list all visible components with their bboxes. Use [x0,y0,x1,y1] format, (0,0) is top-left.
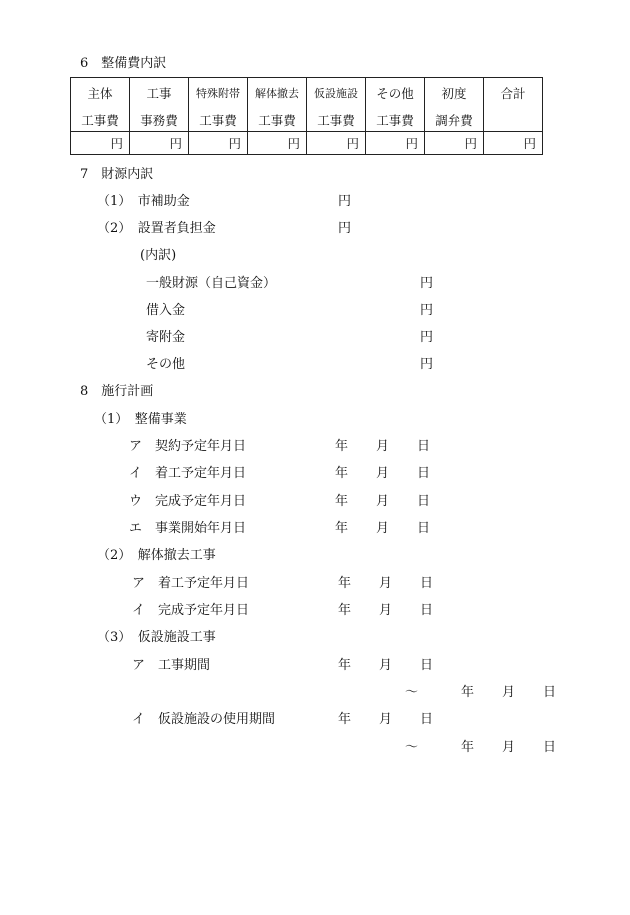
col-main-construction: 主体 工事費 [71,78,130,132]
year-label: 年 [338,603,352,618]
day-label: 日 [417,494,431,509]
funding-sub-item-unit: 円 [420,330,434,345]
value-cell: 円 [366,132,425,155]
col-temporary-facility: 仮設施設 工事費 [307,78,366,132]
month-label: 月 [502,685,516,700]
value-cell: 円 [484,132,543,155]
month-label: 月 [376,521,390,536]
plan-3-item-usage-period: イ 仮設施設の使用期間 [132,712,276,727]
section-7-heading: 7 財源内訳 [80,167,154,182]
month-label: 月 [376,466,390,481]
plan-1-item-completion: ウ 完成予定年月日 [129,494,247,509]
year-label: 年 [461,740,475,755]
month-label: 月 [379,712,393,727]
breakdown-label: (内訳) [140,248,177,263]
funding-owner-burden-label: （2） 設置者負担金 [97,221,216,236]
day-label: 日 [417,439,431,454]
plan-3-heading: （3） 仮設施設工事 [97,630,216,645]
day-label: 日 [417,466,431,481]
section-8-heading: 8 施行計画 [80,384,154,399]
year-label: 年 [461,685,475,700]
month-label: 月 [379,576,393,591]
funding-sub-item-general: 一般財源（自己資金） [146,276,277,291]
col-admin-cost: 工事 事務費 [130,78,189,132]
plan-1-item-contract: ア 契約予定年月日 [129,439,247,454]
col-initial-equipment: 初度 調弁費 [425,78,484,132]
day-label: 日 [420,712,434,727]
tilde-separator: 〜 [405,740,419,755]
plan-1-item-start: イ 着工予定年月日 [129,466,247,481]
col-total: 合計 [484,78,543,132]
value-cell: 円 [130,132,189,155]
month-label: 月 [376,439,390,454]
table-header-row [71,78,543,132]
cost-breakdown-table [70,77,543,155]
funding-sub-item-unit: 円 [420,303,434,318]
section-6-heading: 6 整備費内訳 [80,56,167,71]
funding-sub-item-other: その他 [146,357,186,372]
day-label: 日 [420,603,434,618]
plan-1-heading: （1） 整備事業 [94,412,187,427]
month-label: 月 [502,740,516,755]
year-label: 年 [335,494,349,509]
year-label: 年 [335,439,349,454]
year-label: 年 [335,466,349,481]
day-label: 日 [420,658,434,673]
col-demolition: 解体撤去 工事費 [248,78,307,132]
plan-1-item-business-start: エ 事業開始年月日 [129,521,247,536]
month-label: 月 [379,603,393,618]
funding-sub-item-donation: 寄附金 [146,330,186,345]
funding-sub-item-loan: 借入金 [146,303,186,318]
year-label: 年 [338,576,352,591]
year-label: 年 [338,658,352,673]
day-label: 日 [417,521,431,536]
funding-sub-item-unit: 円 [420,276,434,291]
funding-city-subsidy-unit: 円 [338,194,352,209]
plan-2-item-completion: イ 完成予定年月日 [132,603,250,618]
col-other: その他 工事費 [366,78,425,132]
day-label: 日 [543,740,557,755]
tilde-separator: 〜 [405,685,419,700]
value-cell: 円 [307,132,366,155]
year-label: 年 [338,712,352,727]
value-cell: 円 [248,132,307,155]
plan-2-heading: （2） 解体撤去工事 [97,548,216,563]
table-value-row [71,132,543,155]
value-cell: 円 [189,132,248,155]
funding-city-subsidy-label: （1） 市補助金 [97,194,190,209]
funding-owner-burden-unit: 円 [338,221,352,236]
funding-sub-item-unit: 円 [420,357,434,372]
plan-2-item-start: ア 着工予定年月日 [132,576,250,591]
plan-3-item-period: ア 工事期間 [132,658,211,673]
month-label: 月 [376,494,390,509]
value-cell: 円 [425,132,484,155]
value-cell: 円 [71,132,130,155]
col-special-attached: 特殊附帯 工事費 [189,78,248,132]
day-label: 日 [420,576,434,591]
year-label: 年 [335,521,349,536]
day-label: 日 [543,685,557,700]
month-label: 月 [379,658,393,673]
